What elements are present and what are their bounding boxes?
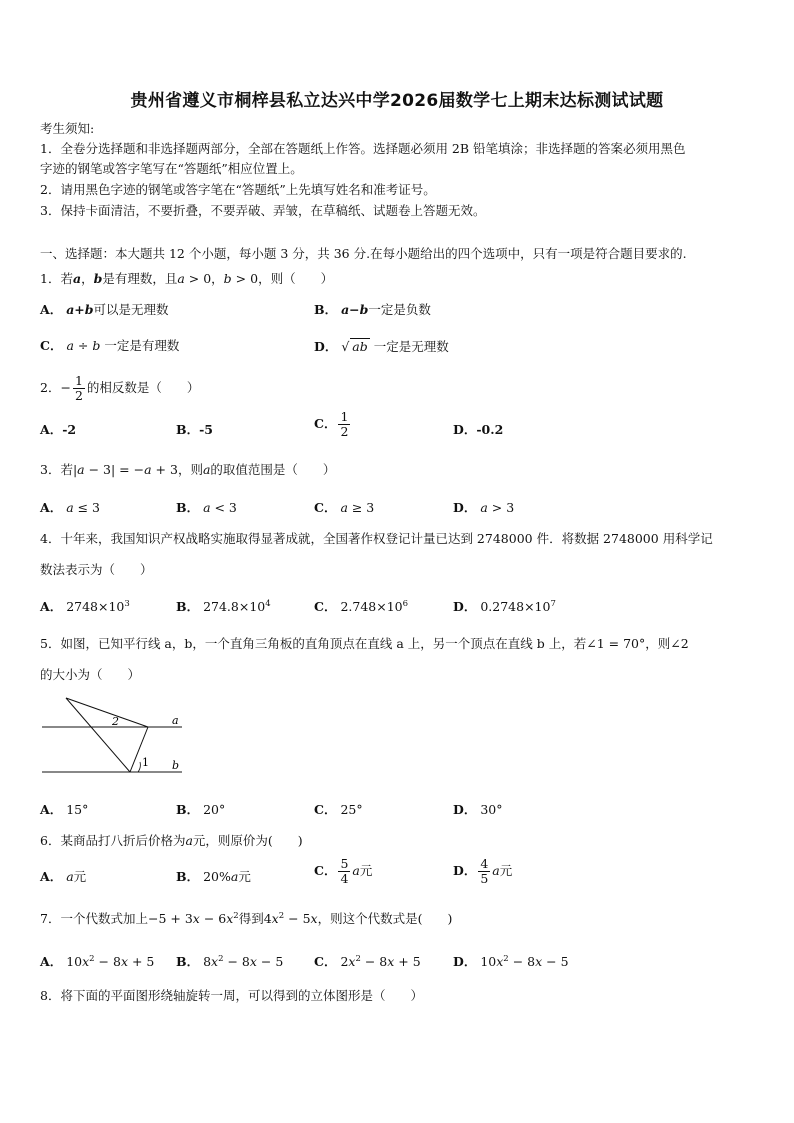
- notice-item-1-line1: 1．全卷分选择题和非选择题两部分，全部在答题纸上作答。选择题必须用 2B 铅笔填涂；非选择题的答案必须用黑色: [40, 141, 686, 156]
- angle-1-arc: [138, 762, 140, 772]
- q2-option-b[interactable]: B．-5: [176, 422, 213, 437]
- notice-item-2: 2．请用黑色字迹的钢笔或答字笔在“答题纸”上先填写姓名和准考证号。: [40, 182, 436, 197]
- q6-option-d[interactable]: D． $\frac{4}{5}$ a元: [453, 856, 513, 886]
- q2-option-c[interactable]: C． $\frac{1}{2}$: [314, 409, 349, 439]
- q6-option-b[interactable]: B． 20%a元: [176, 869, 251, 884]
- question-4-line2: 数法表示为（ ）: [40, 562, 153, 577]
- section-heading: 一、选择题：本大题共 12 个小题，每小题 3 分，共 36 分.在每小题给出的四个选项中，只有一项是符合题目要求的.: [40, 246, 687, 261]
- q7-option-d[interactable]: D． $10x^2 - 8x - 5$: [453, 953, 569, 969]
- q5-option-d[interactable]: D． 30°: [453, 802, 503, 817]
- label-b: b: [172, 759, 180, 772]
- question-4-line1: 4．十年来，我国知识产权战略实施取得显著成就，全国著作权登记计量已达到 2748000 件．将数据 2748000 用科学记: [40, 531, 713, 546]
- q6-option-a[interactable]: A． a元: [40, 869, 87, 884]
- q5-option-a[interactable]: A． 15°: [40, 802, 89, 817]
- q1-option-b[interactable]: B． a−b一定是负数: [314, 302, 431, 317]
- q4-option-a[interactable]: A． $2748\times 10^3$: [40, 598, 130, 614]
- q4-option-d[interactable]: D． $0.2748\times 10^7$: [453, 598, 556, 614]
- angle-2-label: 2: [112, 715, 119, 728]
- q1-option-a[interactable]: A． a+b可以是无理数: [40, 302, 169, 317]
- q5-option-c[interactable]: C． 25°: [314, 802, 363, 817]
- q7-option-a[interactable]: A． $10x^2 - 8x + 5$: [40, 953, 155, 969]
- notice-item-1-line2: 字迹的钢笔或答字笔写在“答题纸”相应位置上。: [40, 161, 303, 176]
- q3-option-a[interactable]: A． a ≤ 3: [40, 500, 101, 515]
- q7-option-b[interactable]: B． $8x^2 - 8x - 5$: [176, 953, 284, 969]
- question-5-line1: 5．如图，已知平行线 a，b，一个直角三角板的直角顶点在直线 a 上，另一个顶点在直线 b 上，若∠1 = 70°，则∠2: [40, 636, 689, 651]
- question-7: 7．一个代数式加上$-5 + 3x - 6x^2$得到$4x^2 - 5x$，则这个代数式是( ): [40, 910, 453, 926]
- q5-figure: [38, 692, 198, 782]
- question-2: 2．− $\frac{1}{2}$ 的相反数是（ ）: [40, 373, 200, 403]
- q5-option-b[interactable]: B． 20°: [176, 802, 226, 817]
- q7-option-c[interactable]: C． $2x^2 - 8x + 5$: [314, 953, 421, 969]
- q3-option-d[interactable]: D． a > 3: [453, 500, 515, 515]
- notice-item-3: 3．保持卡面清洁，不要折叠，不要弄破、弄皱，在草稿纸、试题卷上答题无效。: [40, 203, 486, 218]
- q2-option-a[interactable]: A．-2: [40, 422, 77, 437]
- question-5-line2: 的大小为（ ）: [40, 667, 141, 682]
- q3-option-c[interactable]: C． a ≥ 3: [314, 500, 375, 515]
- q2-option-d[interactable]: D．-0.2: [453, 422, 504, 437]
- label-a: a: [172, 714, 179, 727]
- question-6: 6．某商品打八折后价格为a元，则原价为( ): [40, 833, 303, 848]
- angle-1-label: 1: [142, 756, 149, 769]
- question-8: 8．将下面的平面图形绕轴旋转一周，可以得到的立体图形是（ ）: [40, 988, 423, 1003]
- q1-option-c[interactable]: C． a ÷ b 一定是有理数: [40, 338, 180, 353]
- notice-heading: 考生须知:: [40, 121, 95, 136]
- q4-option-b[interactable]: B． $274.8\times 10^4$: [176, 598, 271, 614]
- q4-option-c[interactable]: C． $2.748\times 10^6$: [314, 598, 409, 614]
- page-title: 贵州省遵义市桐梓县私立达兴中学2026届数学七上期末达标测试试题: [130, 91, 664, 111]
- question-3: 3．若|a − 3| = −a + 3，则a的取值范围是（ ）: [40, 462, 336, 477]
- question-1: 1．若a，b是有理数，且a > 0，b > 0，则（ ）: [40, 271, 334, 286]
- q3-option-b[interactable]: B． a < 3: [176, 500, 237, 515]
- q6-option-c[interactable]: C． $\frac{5}{4}$ a元: [314, 856, 373, 886]
- q1-option-d[interactable]: D． √ ab 一定是无理数: [314, 339, 449, 354]
